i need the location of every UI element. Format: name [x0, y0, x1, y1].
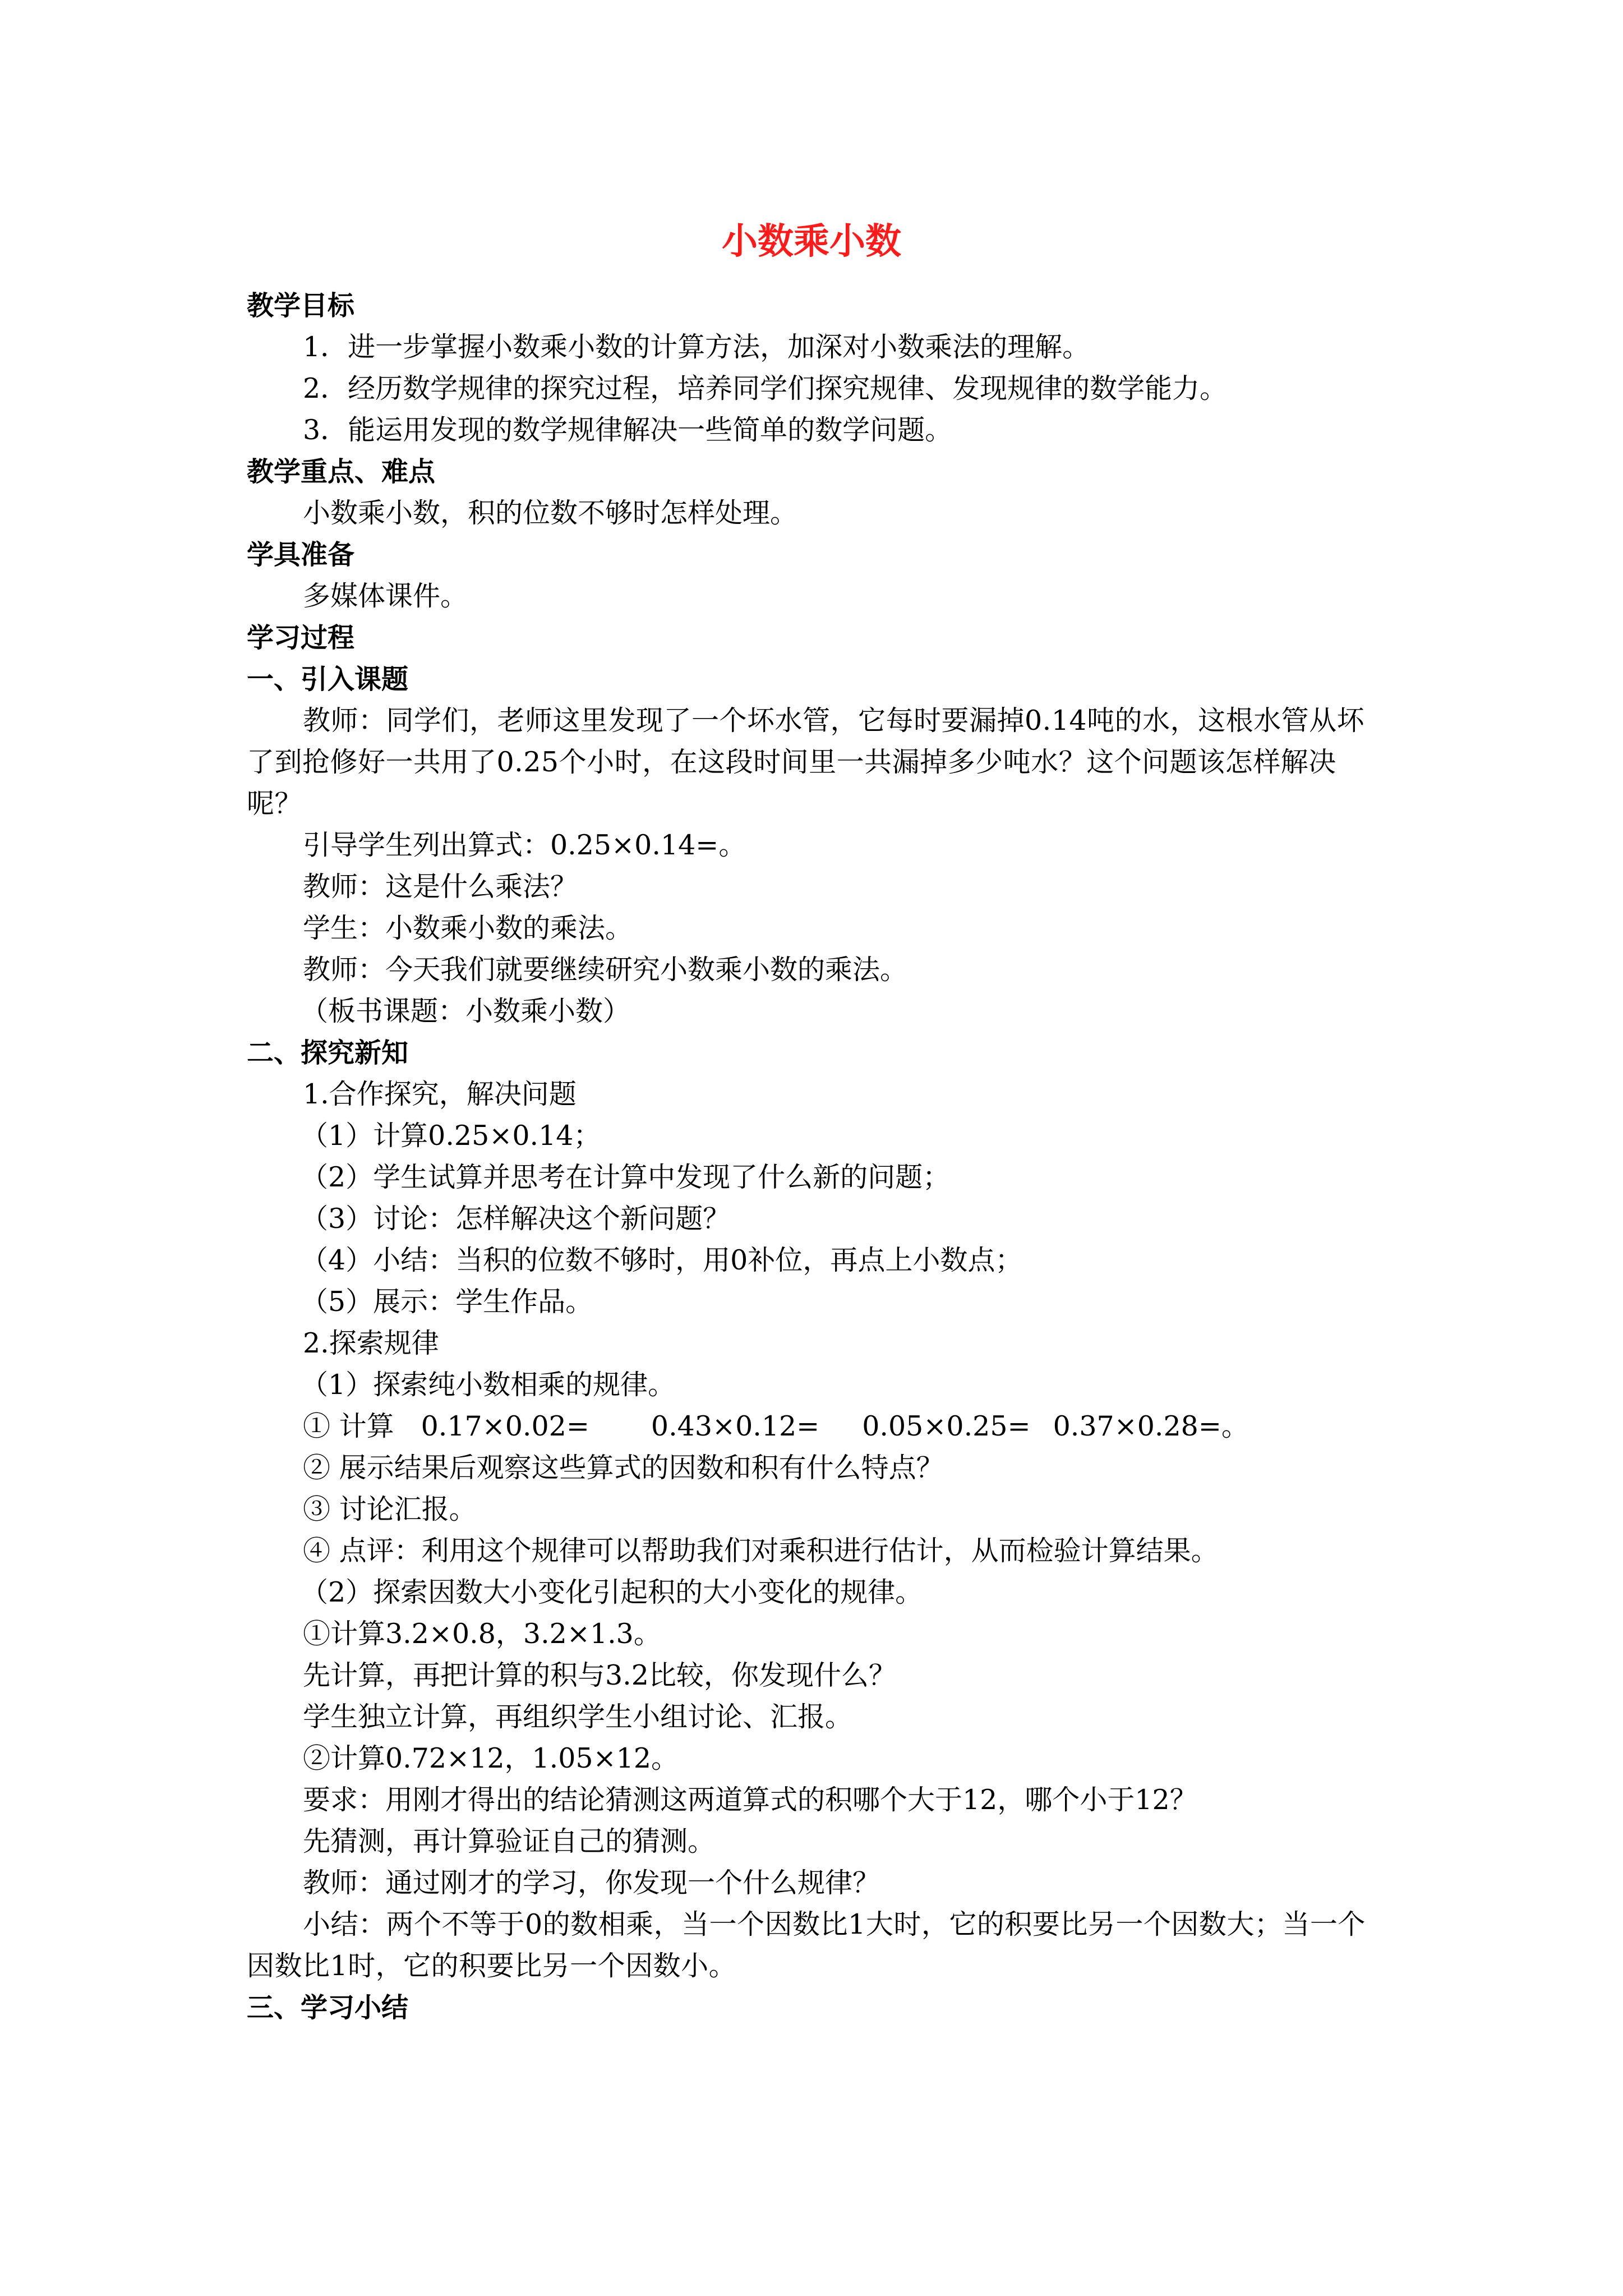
step-item: ③ 讨论汇报。	[303, 1493, 477, 1525]
text-line: 先计算，再把计算的积与3.2比较，你发现什么？	[303, 1659, 896, 1691]
list-item: （2）学生试算并思考在计算中发现了什么新的问题；	[301, 1161, 951, 1193]
section-heading: 教学重点、难点	[247, 456, 436, 487]
list-item: （4）小结：当积的位数不够时，用0补位，再点上小数点；	[301, 1244, 1023, 1276]
list-item: （5）展示：学生作品。	[301, 1286, 593, 1318]
subheading: 2.探索规律	[303, 1327, 439, 1359]
section-text: 多媒体课件。	[303, 580, 468, 612]
paragraph: 教师：同学们，老师这里发现了一个坏水管，它每时要漏掉0.14吨的水，这根水管从坏了到抢修好一共用了0.25个小时，在这段时间里一共漏掉多少吨水？这个问题该怎样解决呢？	[247, 705, 1365, 820]
step-item: ④ 点评：利用这个规律可以帮助我们对乘积进行估计，从而检验计算结果。	[303, 1535, 1219, 1567]
list-item: （1）探索纯小数相乘的规律。	[301, 1369, 676, 1401]
subheading: 1.合作探究，解决问题	[303, 1078, 577, 1110]
part-heading: 二、探究新知	[247, 1037, 409, 1069]
text-line: 教师：通过刚才的学习，你发现一个什么规律？	[303, 1867, 880, 1899]
text-line: 教师：今天我们就要继续研究小数乘小数的乘法。	[303, 954, 908, 986]
page-title: 小数乘小数	[722, 220, 901, 263]
calc-expression: 0.37×0.28=。	[1053, 1410, 1249, 1442]
calc-label: ① 计算	[303, 1410, 394, 1442]
section-heading: 学具准备	[247, 539, 355, 570]
objective-item: 2．经历数学规律的探究过程，培养同学们探究规律、发现规律的数学能力。	[303, 372, 1228, 404]
text-line: ②计算0.72×12，1.05×12。	[303, 1742, 679, 1774]
text-line: 学生独立计算，再组织学生小组讨论、汇报。	[303, 1701, 853, 1733]
section-heading: 教学目标	[247, 290, 355, 321]
objective-item: 1．进一步掌握小数乘小数的计算方法，加深对小数乘法的理解。	[303, 331, 1090, 363]
text-line: （板书课题：小数乘小数）	[301, 995, 631, 1027]
calc-expression: 0.17×0.02=	[421, 1410, 589, 1442]
list-item: （2）探索因数大小变化引起积的大小变化的规律。	[301, 1576, 923, 1608]
calc-line	[247, 1406, 1391, 1447]
section-text: 小数乘小数，积的位数不够时怎样处理。	[303, 497, 798, 529]
text-line: 学生：小数乘小数的乘法。	[303, 912, 633, 944]
objective-item: 3．能运用发现的数学规律解决一些简单的数学问题。	[303, 414, 953, 446]
text-line: 教师：这是什么乘法？	[303, 871, 578, 903]
text-line: 要求：用刚才得出的结论猜测这两道算式的积哪个大于12，哪个小于12？	[303, 1784, 1197, 1816]
text-line: 先猜测，再计算验证自己的猜测。	[303, 1825, 716, 1857]
section-heading: 学习过程	[247, 622, 355, 654]
text-line: ①计算3.2×0.8，3.2×1.3。	[303, 1618, 661, 1650]
calc-expression: 0.43×0.12=	[651, 1410, 820, 1442]
text-line: 引导学生列出算式：0.25×0.14=。	[303, 829, 746, 861]
summary-paragraph: 小结：两个不等于0的数相乘，当一个因数比1大时，它的积要比另一个因数大；当一个因数比1时，它的积要比另一个因数小。	[247, 1908, 1366, 1982]
list-item: （3）讨论：怎样解决这个新问题？	[301, 1203, 731, 1235]
part-heading: 一、引入课题	[247, 664, 409, 695]
list-item: （1）计算0.25×0.14；	[301, 1120, 601, 1152]
step-item: ② 展示结果后观察这些算式的因数和积有什么特点？	[303, 1452, 944, 1484]
part-heading: 三、学习小结	[247, 1992, 409, 2023]
document-body	[247, 285, 1391, 2028]
calc-expression: 0.05×0.25=	[862, 1410, 1031, 1442]
